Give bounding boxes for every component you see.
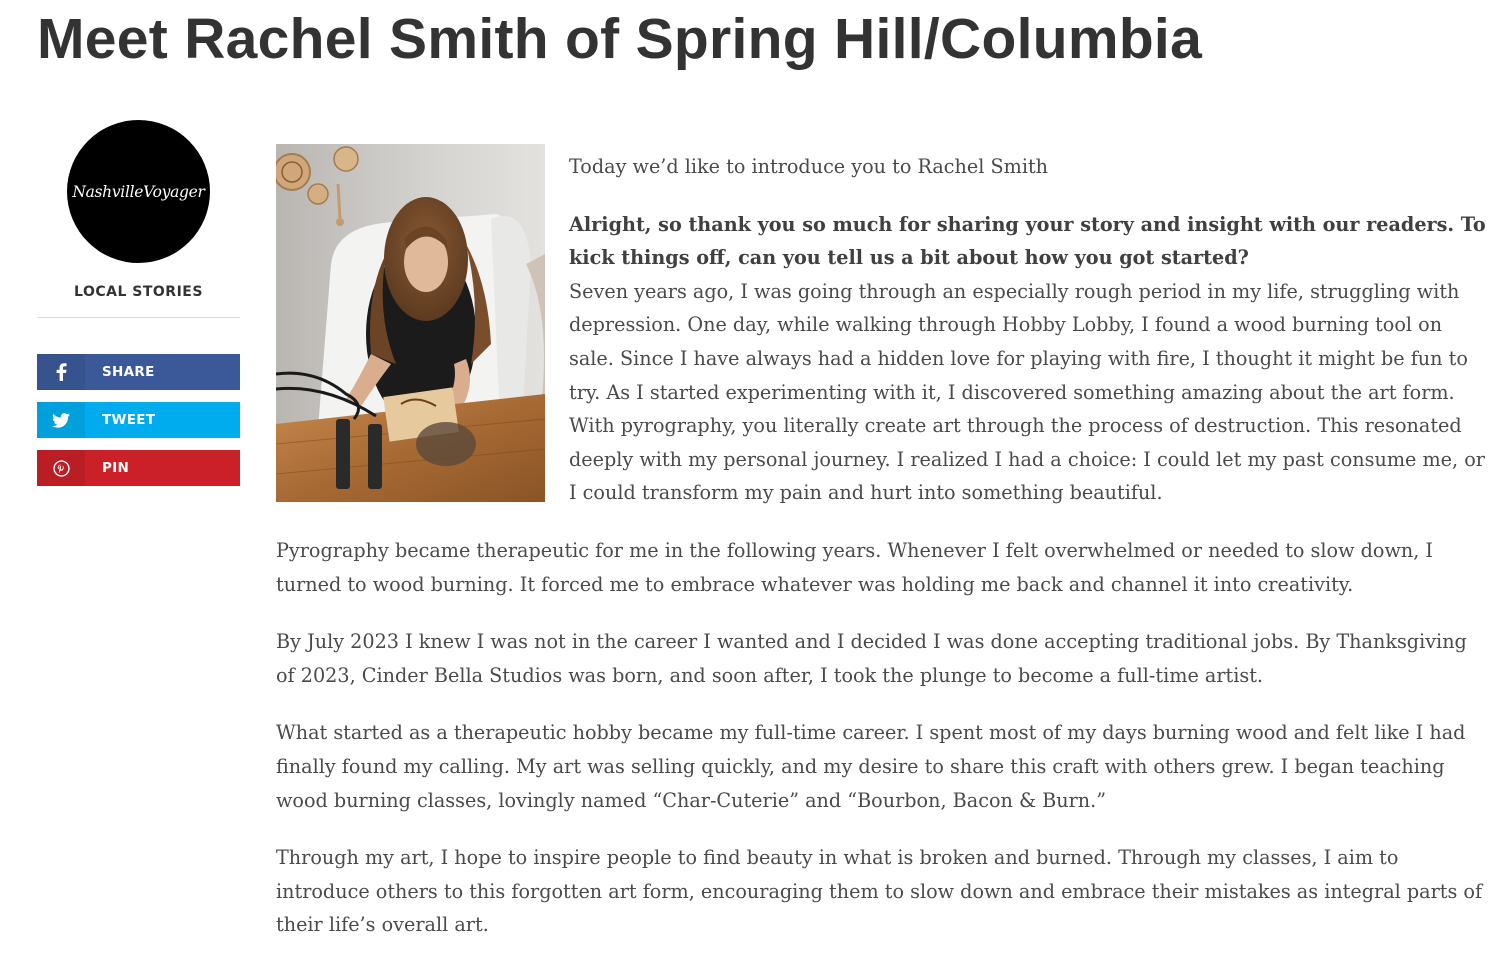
sidebar-divider xyxy=(37,317,240,318)
share-buttons xyxy=(37,354,240,486)
twitter-tweet-label: TWEET xyxy=(102,412,156,428)
twitter-icon xyxy=(37,402,85,438)
pinterest-icon xyxy=(37,450,85,486)
logo-text: NashvilleVoyager xyxy=(72,182,205,201)
article-intro: Today we’d like to introduce you to Rachel Smith xyxy=(569,155,1049,178)
answer-paragraph-3: By July 2023 I knew I was not in the career I wanted and I decided I was done accepting traditional jobs. By Thanksgiving of 2023, Cinder Bella Studios was born, and soon after, I took the plunge to become a full-time artist. xyxy=(276,630,1467,687)
facebook-icon xyxy=(37,354,85,390)
article-body xyxy=(276,150,1488,966)
pinterest-pin-button[interactable] xyxy=(37,450,240,486)
sidebar xyxy=(37,120,240,498)
facebook-share-label: SHARE xyxy=(102,364,155,380)
answer-paragraph-2: Pyrography became therapeutic for me in the following years. Whenever I felt overwhelmed or needed to slow down, I turned to wood burning. It forced me to embrace whatever was holding me back and channel it into creativity. xyxy=(276,538,1434,596)
section-label[interactable]: LOCAL STORIES xyxy=(74,284,203,300)
article-title: Meet Rachel Smith of Spring Hill/Columbia xyxy=(37,7,1203,71)
pinterest-pin-label: PIN xyxy=(102,460,130,476)
article-intro-block xyxy=(569,150,1488,510)
answer-paragraph-1: Seven years ago, I was going through an especially rough period in my life, struggling with depression. One day, while walking through Hobby Lobby, I found a wood burning tool on sale. Since I have always had a hidden love for playing with fire, I thought it might be fun to try. As I started experimenting with it, I discovered something amazing about the art form. With pyrography, you literally create art through the process of destruction. This resonated deeply with my personal journey. I realized I had a choice: I could let my past consume me, or I could transform my pain and hurt into something beautiful. xyxy=(569,279,1485,505)
site-logo[interactable] xyxy=(67,120,210,263)
twitter-tweet-button[interactable] xyxy=(37,402,240,438)
interview-question: Alright, so thank you so much for sharing your story and insight with our readers. To kick things off, can you tell us a bit about how you got started? xyxy=(569,212,1486,270)
answer-paragraph-5: Through my art, I hope to inspire people to find beauty in what is broken and burned. Through my classes, I aim to introduce others to this forgotten art form, encouraging them to slow down and embrace their mistakes as integral parts of their life’s overall art. xyxy=(276,846,1483,937)
facebook-share-button[interactable] xyxy=(37,354,240,390)
answer-paragraph-4: What started as a therapeutic hobby became my full-time career. I spent most of my days burning wood and felt like I had finally found my calling. My art was selling quickly, and my desire to share this craft with others grew. I began teaching wood burning classes, lovingly named “Char-Cuterie” and “Bourbon, Bacon & Burn.” xyxy=(276,721,1466,812)
